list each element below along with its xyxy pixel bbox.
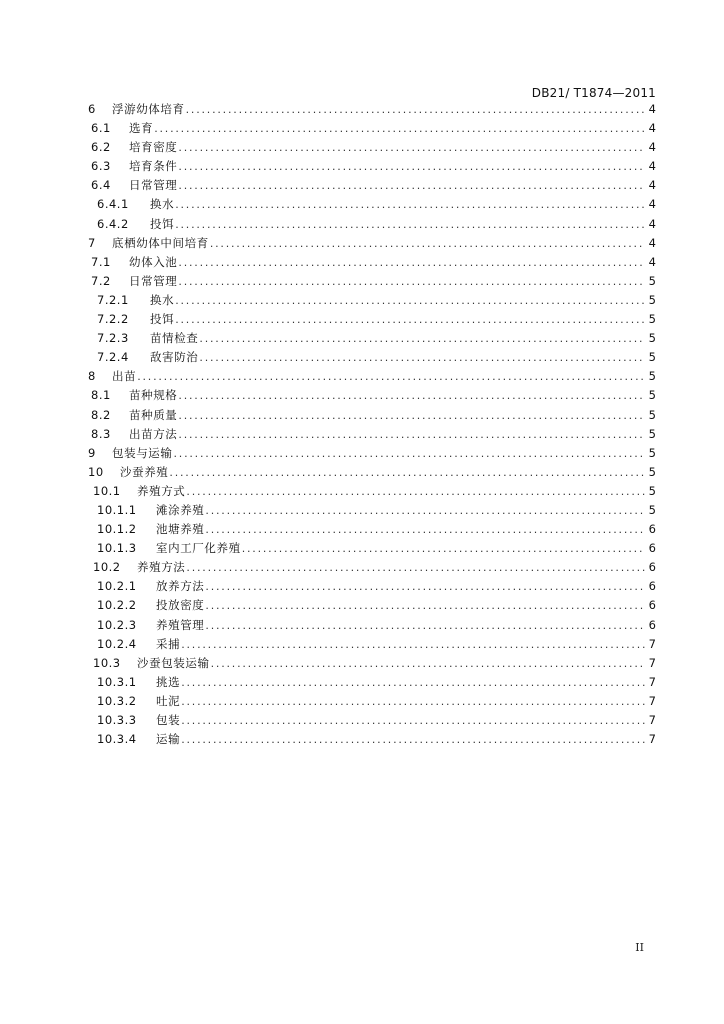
toc-entry-title: 滩涂养殖 (156, 502, 205, 517)
toc-entry-page: 4 (648, 178, 656, 193)
toc-entry[interactable] (88, 234, 656, 253)
toc-entry-number: 10.2 (93, 560, 121, 575)
toc-entry-title: 沙蚕养殖 (120, 464, 169, 479)
toc-entry-title: 苗种规格 (129, 388, 178, 403)
toc-dot-leader (175, 291, 645, 310)
toc-entry-number: 6.1 (91, 121, 111, 136)
toc-entry[interactable] (88, 329, 656, 348)
toc-dot-leader (174, 444, 646, 463)
toc-entry[interactable] (88, 100, 656, 119)
toc-entry-page: 4 (648, 254, 656, 269)
toc-entry-page: 5 (648, 483, 656, 498)
toc-entry-page: 6 (648, 522, 656, 537)
toc-entry[interactable] (88, 463, 656, 482)
toc-entry-page: 7 (648, 693, 656, 708)
toc-entry-number: 7.2.2 (97, 312, 129, 327)
toc-entry[interactable] (88, 730, 656, 749)
toc-entry[interactable] (88, 138, 656, 157)
toc-entry-page: 7 (648, 674, 656, 689)
document-code: DB21/ T1874—2011 (531, 86, 656, 100)
toc-entry[interactable] (88, 215, 656, 234)
toc-entry-title: 包装 (156, 713, 181, 727)
toc-entry[interactable] (88, 654, 656, 673)
toc-entry-title: 养殖方式 (137, 483, 186, 498)
toc-dot-leader (181, 635, 645, 654)
toc-entry-page: 7 (648, 713, 656, 727)
toc-dot-leader (181, 730, 645, 749)
toc-entry[interactable] (88, 673, 656, 692)
toc-entry-number: 9 (88, 445, 96, 460)
toc-entry-page: 5 (648, 350, 656, 365)
toc-dot-leader (205, 577, 645, 596)
toc-entry-page: 6 (648, 560, 656, 575)
toc-entry-number: 8 (88, 369, 96, 384)
toc-entry-title: 投饵 (150, 312, 175, 327)
toc-entry-page: 7 (648, 655, 656, 670)
toc-dot-leader (178, 176, 645, 195)
toc-dot-leader (169, 463, 645, 482)
toc-dot-leader (178, 138, 645, 157)
toc-entry-page: 7 (648, 636, 656, 651)
toc-entry-title: 出苗方法 (129, 426, 178, 441)
toc-entry-title: 幼体入池 (129, 254, 178, 269)
toc-dot-leader (210, 234, 645, 253)
toc-dot-leader (205, 520, 645, 539)
toc-entry-page: 6 (648, 598, 656, 613)
toc-entry[interactable] (88, 558, 656, 577)
toc-entry-number: 8.2 (91, 407, 111, 422)
toc-entry-title: 底栖幼体中间培育 (112, 235, 209, 250)
toc-dot-leader (186, 100, 645, 119)
toc-dot-leader (154, 119, 645, 138)
toc-entry-title: 养殖管理 (156, 617, 205, 632)
toc-entry-title: 苗情检查 (150, 331, 199, 346)
toc-entry-title: 吐泥 (156, 693, 181, 708)
toc-entry-title: 养殖方法 (137, 560, 186, 575)
page-number: II (635, 941, 644, 954)
toc-entry[interactable] (88, 444, 656, 463)
toc-entry-page: 6 (648, 617, 656, 632)
toc-entry-title: 室内工厂化养殖 (156, 541, 241, 556)
toc-entry-title: 选育 (129, 121, 154, 136)
toc-dot-leader (211, 654, 645, 673)
toc-dot-leader (181, 711, 645, 730)
toc-entry[interactable] (88, 157, 656, 176)
toc-entry[interactable] (88, 501, 656, 520)
toc-entry-title: 敌害防治 (150, 350, 199, 365)
toc-entry[interactable] (88, 272, 656, 291)
toc-entry-title: 运输 (156, 732, 181, 747)
toc-entry-number: 10 (88, 464, 104, 479)
toc-entry-title: 包装与运输 (112, 445, 173, 460)
toc-entry[interactable] (88, 310, 656, 329)
toc-dot-leader (175, 195, 645, 214)
toc-dot-leader (178, 253, 645, 272)
toc-dot-leader (199, 329, 645, 348)
toc-entry-page: 5 (648, 502, 656, 517)
toc-dot-leader (199, 348, 645, 367)
toc-entry-number: 10.2.3 (97, 617, 137, 632)
toc-entry[interactable] (88, 291, 656, 310)
toc-dot-leader (178, 272, 645, 291)
toc-entry-title: 出苗 (112, 369, 137, 384)
toc-entry-number: 8.1 (91, 388, 111, 403)
toc-entry-number: 6.2 (91, 140, 111, 155)
toc-entry-number: 6.4 (91, 178, 111, 193)
toc-entry-number: 10.1 (93, 483, 121, 498)
toc-entry-number: 10.2.1 (97, 579, 137, 594)
toc-entry[interactable] (88, 367, 656, 386)
toc-entry-title: 池塘养殖 (156, 522, 205, 537)
toc-entry-page: 5 (648, 426, 656, 441)
toc-entry-number: 7.2.1 (97, 292, 129, 307)
toc-entry-title: 换水 (150, 292, 175, 307)
toc-dot-leader (137, 367, 645, 386)
toc-entry[interactable] (88, 348, 656, 367)
toc-entry-number: 8.3 (91, 426, 111, 441)
toc-dot-leader (205, 501, 645, 520)
toc-entry[interactable] (88, 635, 656, 654)
toc-entry-page: 4 (648, 216, 656, 231)
toc-entry[interactable] (88, 253, 656, 272)
toc-entry-page: 6 (648, 579, 656, 594)
toc-entry-title: 日常管理 (129, 273, 178, 288)
toc-entry-number: 6.4.1 (97, 197, 129, 212)
toc-entry[interactable] (88, 425, 656, 444)
toc-entry-number: 10.3.3 (97, 713, 137, 727)
toc-entry-page: 5 (648, 407, 656, 422)
toc-entry[interactable] (88, 406, 656, 425)
toc-entry[interactable] (88, 711, 656, 730)
toc-entry-number: 6.4.2 (97, 216, 129, 231)
toc-entry[interactable] (88, 176, 656, 195)
toc-entry-page: 4 (648, 140, 656, 155)
toc-dot-leader (186, 482, 645, 501)
toc-entry-page: 4 (648, 197, 656, 212)
toc-entry-title: 投放密度 (156, 598, 205, 613)
toc-entry-number: 10.2.4 (97, 636, 137, 651)
toc-entry-page: 5 (648, 331, 656, 346)
toc-entry-page: 7 (648, 732, 656, 747)
toc-dot-leader (175, 310, 645, 329)
toc-entry-number: 10.3.4 (97, 732, 137, 747)
toc-entry[interactable] (88, 482, 656, 501)
toc-entry-page: 4 (648, 159, 656, 174)
toc-dot-leader (205, 616, 645, 635)
toc-entry-title: 日常管理 (129, 178, 178, 193)
toc-dot-leader (242, 539, 645, 558)
toc-dot-leader (181, 692, 645, 711)
toc-entry-page: 5 (648, 369, 656, 384)
toc-entry-number: 7.2 (91, 273, 111, 288)
toc-entry-title: 采捕 (156, 636, 181, 651)
toc-entry-title: 培育密度 (129, 140, 178, 155)
toc-entry-title: 沙蚕包装运输 (137, 655, 210, 670)
toc-entry-number: 6.3 (91, 159, 111, 174)
toc-entry-title: 放养方法 (156, 579, 205, 594)
toc-entry[interactable] (88, 596, 656, 615)
toc-entry[interactable] (88, 616, 656, 635)
toc-entry-number: 7.1 (91, 254, 111, 269)
toc-entry-title: 挑选 (156, 674, 181, 689)
toc-entry-number: 10.3 (93, 655, 121, 670)
table-of-contents (88, 100, 656, 749)
toc-entry[interactable] (88, 577, 656, 596)
toc-entry-page: 5 (648, 464, 656, 479)
toc-entry-number: 6 (88, 102, 96, 116)
toc-entry[interactable] (88, 119, 656, 138)
toc-entry-page: 5 (648, 312, 656, 327)
toc-entry-number: 7.2.4 (97, 350, 129, 365)
toc-entry-number: 10.1.1 (97, 502, 137, 517)
toc-dot-leader (178, 157, 645, 176)
toc-entry-page: 5 (648, 388, 656, 403)
toc-entry-number: 7.2.3 (97, 331, 129, 346)
toc-dot-leader (178, 386, 645, 405)
toc-entry-page: 5 (648, 292, 656, 307)
toc-entry-page: 5 (648, 445, 656, 460)
toc-entry[interactable] (88, 195, 656, 214)
toc-entry-title: 苗种质量 (129, 407, 178, 422)
toc-entry[interactable] (88, 539, 656, 558)
toc-dot-leader (186, 558, 645, 577)
toc-entry[interactable] (88, 520, 656, 539)
toc-entry-page: 6 (648, 541, 656, 556)
toc-entry[interactable] (88, 386, 656, 405)
toc-entry-title: 浮游幼体培育 (112, 102, 185, 116)
toc-dot-leader (181, 673, 645, 692)
toc-dot-leader (178, 406, 645, 425)
toc-dot-leader (205, 596, 645, 615)
toc-entry-number: 10.3.2 (97, 693, 137, 708)
toc-entry-number: 10.3.1 (97, 674, 137, 689)
toc-dot-leader (178, 425, 645, 444)
toc-entry-page: 4 (648, 102, 656, 116)
toc-entry-number: 10.1.3 (97, 541, 137, 556)
toc-dot-leader (175, 215, 645, 234)
toc-entry-number: 10.2.2 (97, 598, 137, 613)
toc-entry-title: 培育条件 (129, 159, 178, 174)
toc-entry-number: 7 (88, 235, 96, 250)
toc-entry-page: 5 (648, 273, 656, 288)
toc-entry[interactable] (88, 692, 656, 711)
toc-entry-number: 10.1.2 (97, 522, 137, 537)
toc-entry-page: 4 (648, 235, 656, 250)
toc-entry-page: 4 (648, 121, 656, 136)
toc-entry-title: 投饵 (150, 216, 175, 231)
toc-entry-title: 换水 (150, 197, 175, 212)
